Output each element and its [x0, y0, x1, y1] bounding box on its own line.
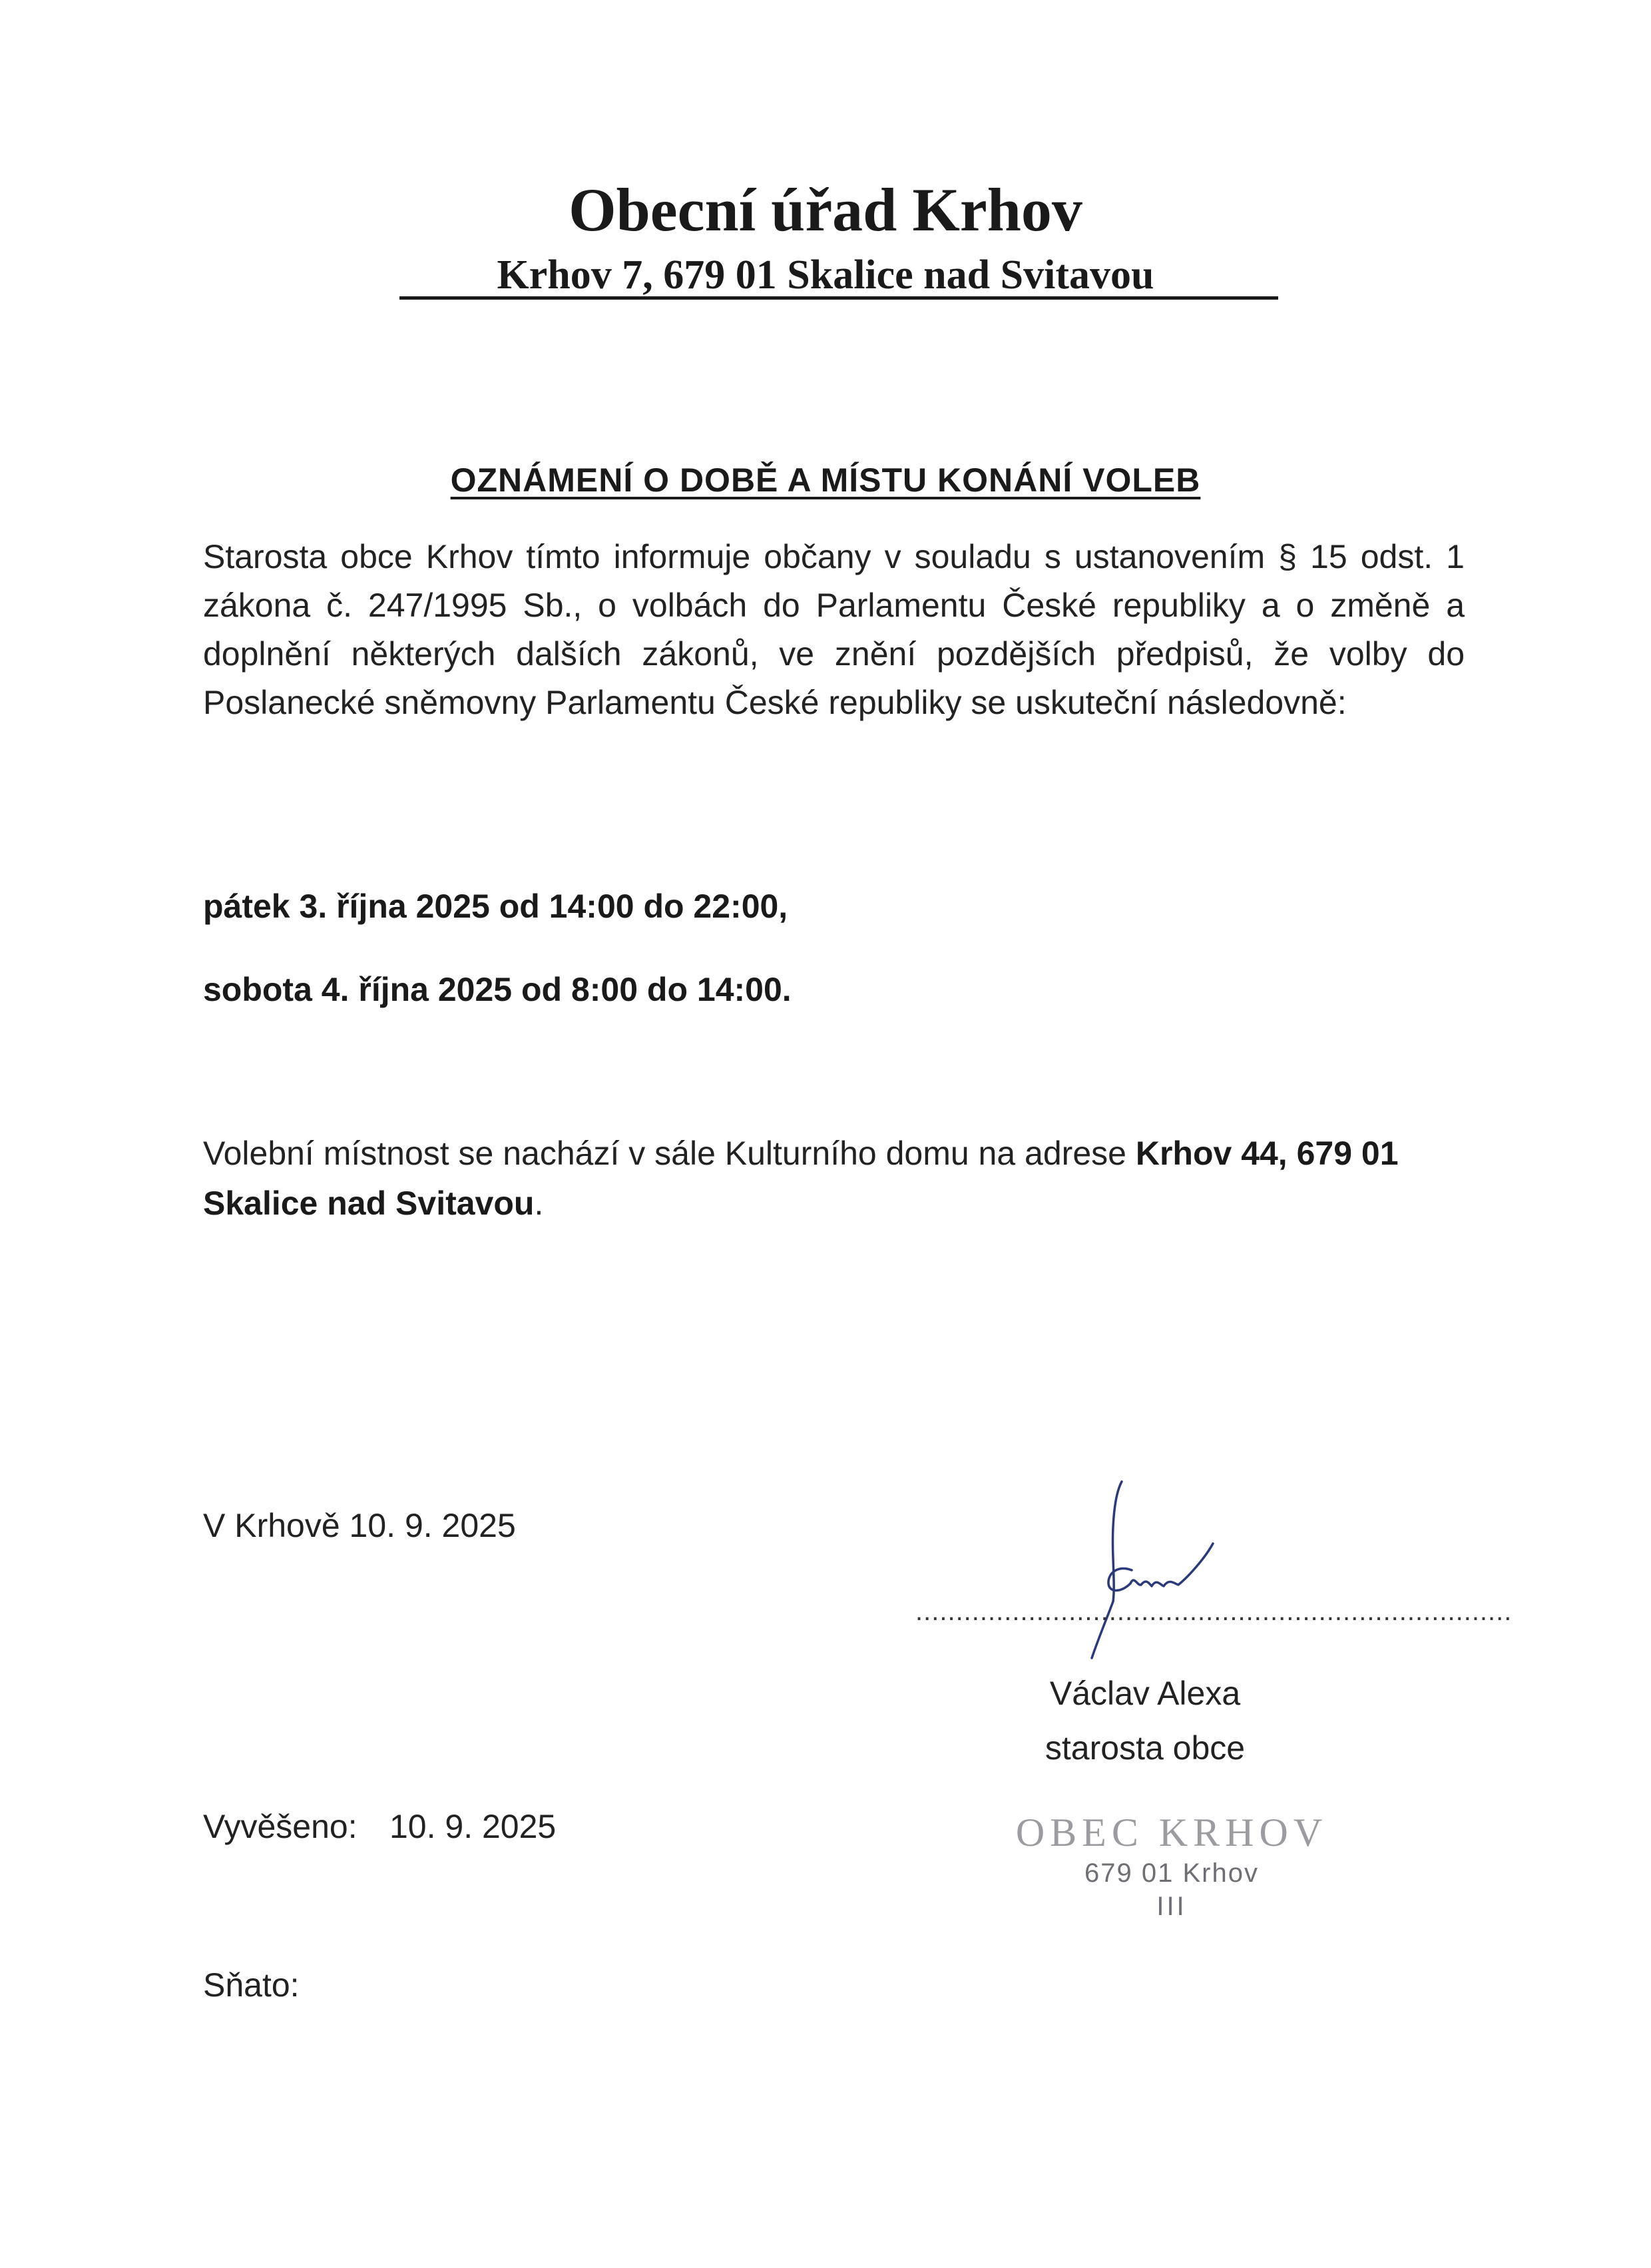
place-date: V Krhově 10. 9. 2025	[203, 1507, 516, 1544]
election-date-friday: pátek 3. října 2025 od 14:00 do 22:00,	[203, 888, 788, 925]
election-date-saturday: sobota 4. října 2025 od 8:00 do 14:00.	[203, 971, 792, 1008]
stamp-postcode: 679 01 Krhov	[1084, 1858, 1259, 1888]
letterhead-address: Krhov 7, 679 01 Skalice nad Svitavou	[497, 252, 1154, 298]
letterhead-rule	[399, 296, 1278, 300]
location-suffix: .	[534, 1185, 544, 1222]
stamp-mark: III	[1156, 1892, 1187, 1921]
notice-heading: OZNÁMENÍ O DOBĚ A MÍSTU KONÁNÍ VOLEB	[450, 461, 1201, 499]
posted-date: 10. 9. 2025	[389, 1808, 557, 1845]
location-address: Krhov 44, 679 01 Skalice nad Svitavou	[203, 1135, 1399, 1222]
notice-paragraph: Starosta obce Krhov tímto informuje občany v souladu s ustanovením § 15 odst. 1 zákona č. 247/1995 Sb., o volbách do Parlamentu České republiky a o změně a doplnění některých dalších zákonů, ve znění pozdějších předpisů, že volby do Poslanecké sněmovny Parlamentu České republiky se uskuteční následovně:	[203, 538, 1465, 721]
signature-line: ..........................................................................	[915, 1597, 1513, 1626]
stamp-municipality: OBEC KRHOV	[1015, 1811, 1328, 1854]
letterhead-title: Obecní úřad Krhov	[569, 176, 1082, 244]
signer-name: Václav Alexa	[1049, 1675, 1241, 1712]
removed-label: Sňato:	[203, 1966, 300, 2004]
posted-label: Vyvěšeno:	[203, 1808, 357, 1845]
location-prefix: Volební místnost se nachází v sále Kulturního domu na adrese	[203, 1135, 1136, 1172]
signer-role: starosta obce	[1045, 1729, 1246, 1767]
polling-location	[203, 1129, 1468, 1229]
